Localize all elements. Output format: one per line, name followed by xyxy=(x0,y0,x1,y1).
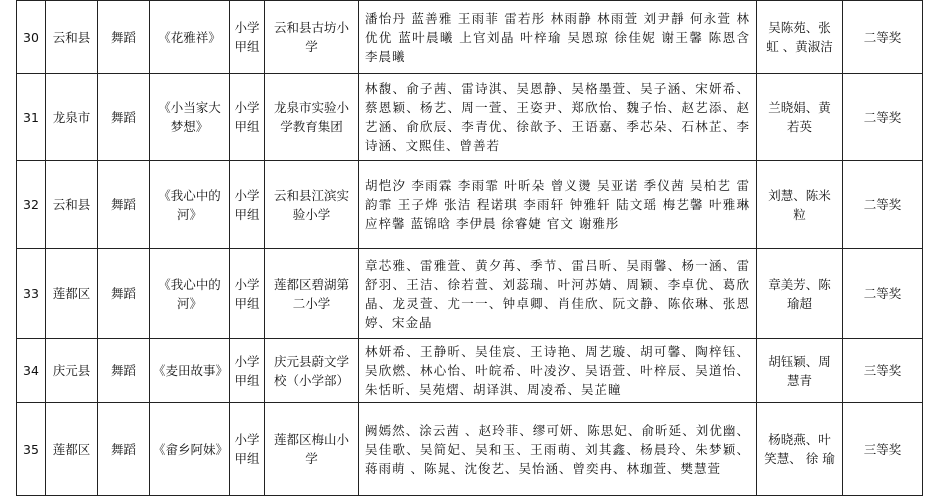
row-number: 34 xyxy=(17,339,46,403)
table-row xyxy=(17,1,923,74)
teachers-cell: 刘慧、陈米粒 xyxy=(757,161,843,249)
row-number: 35 xyxy=(17,403,46,496)
school-cell: 龙泉市实验小学教育集团 xyxy=(265,74,359,161)
table-row xyxy=(17,403,923,496)
teachers-cell: 兰晓娟、黄若英 xyxy=(757,74,843,161)
school-cell: 莲都区梅山小学 xyxy=(265,403,359,496)
category-cell: 舞蹈 xyxy=(98,339,150,403)
program-title-cell: 《麦田故事》 xyxy=(150,339,230,403)
group-level-cell: 小学甲组 xyxy=(230,339,265,403)
category-cell: 舞蹈 xyxy=(98,74,150,161)
category-cell: 舞蹈 xyxy=(98,403,150,496)
program-title-cell: 《花雅祥》 xyxy=(150,1,230,74)
members-cell: 林馥、俞子茜、雷诗淇、吴恩静、吴格墨萱、吴子涵、宋妍希、蔡恩颖、杨艺、周一萱、王姿尹、郑欣怡、魏子怡、赵艺添、赵艺涵、俞欣辰、李青优、徐歆予、王语嘉、季芯朵、石林芷、李诗涵、文熙佳、曾善若 xyxy=(359,74,757,161)
region-cell: 云和县 xyxy=(46,1,98,74)
row-number: 31 xyxy=(17,74,46,161)
category-cell: 舞蹈 xyxy=(98,161,150,249)
group-level-cell: 小学甲组 xyxy=(230,74,265,161)
table-row xyxy=(17,74,923,161)
group-level-cell: 小学甲组 xyxy=(230,249,265,339)
category-cell: 舞蹈 xyxy=(98,249,150,339)
teachers-cell: 吴陈苑、张虹 、黄淑洁 xyxy=(757,1,843,74)
group-level-cell: 小学甲组 xyxy=(230,161,265,249)
teachers-cell: 章美芳、陈瑜超 xyxy=(757,249,843,339)
award-cell: 三等奖 xyxy=(843,339,923,403)
region-cell: 龙泉市 xyxy=(46,74,98,161)
region-cell: 莲都区 xyxy=(46,403,98,496)
members-cell: 潘怡丹 蓝善雅 王雨菲 雷若彤 林雨静 林雨萱 刘尹靜 何永萱 林优优 蓝叶晨曦 上官刘晶 叶梓瑜 吴恩琼 徐佳妮 谢王馨 陈恩含 李晨曦 xyxy=(359,1,757,74)
program-title-cell: 《我心中的河》 xyxy=(150,249,230,339)
award-cell: 二等奖 xyxy=(843,1,923,74)
members-cell: 章芯雅、雷雅萱、黄夕苒、季节、雷吕昕、吴雨馨、杨一涵、雷舒羽、王洁、徐若萱、刘蕊瑞、叶河苏婧、周颖、李卓优、葛欣晶、龙灵萱、尤一一、钟卓卿、肖佳欣、阮文静、陈依琳、张恩婷、宋金晶 xyxy=(359,249,757,339)
school-cell: 云和县江滨实验小学 xyxy=(265,161,359,249)
program-title-cell: 《小当家大梦想》 xyxy=(150,74,230,161)
award-cell: 二等奖 xyxy=(843,74,923,161)
row-number: 30 xyxy=(17,1,46,74)
members-cell: 阙嫣然、涂云茜 、赵玲菲、缪可妍、陈思妃、俞昕延、刘优幽、吴佳歌、吴简妃、吴和玉、王雨萌、刘其鑫、杨晨玲、朱梦颖、蒋雨萌 、陈晁、沈俊艺、吴怡涵、曾奕冉、林珈萱、樊慧萱 xyxy=(359,403,757,496)
program-title-cell: 《畲乡阿妹》 xyxy=(150,403,230,496)
region-cell: 云和县 xyxy=(46,161,98,249)
table-row xyxy=(17,249,923,339)
award-cell: 二等奖 xyxy=(843,161,923,249)
teachers-cell: 胡钰颖、周慧青 xyxy=(757,339,843,403)
group-level-cell: 小学甲组 xyxy=(230,1,265,74)
region-cell: 莲都区 xyxy=(46,249,98,339)
school-cell: 莲都区碧湖第二小学 xyxy=(265,249,359,339)
table-row xyxy=(17,339,923,403)
row-number: 32 xyxy=(17,161,46,249)
category-cell: 舞蹈 xyxy=(98,1,150,74)
row-number: 33 xyxy=(17,249,46,339)
school-cell: 庆元县蔚文学校（小学部） xyxy=(265,339,359,403)
program-title-cell: 《我心中的河》 xyxy=(150,161,230,249)
members-cell: 胡恺汐 李雨霖 李雨霏 叶昕朵 曾义燙 吴亚诺 季仪茜 吴柏艺 雷韵霏 王子烨 张洁 程诺琪 李雨轩 钟雅轩 陆文瑶 梅艺馨 叶雅琳 应梓馨 蓝锦晗 李伊晨 徐睿婕 官文 谢雅彤 xyxy=(359,161,757,249)
award-cell: 二等奖 xyxy=(843,249,923,339)
region-cell: 庆元县 xyxy=(46,339,98,403)
award-table xyxy=(16,0,923,496)
table-row xyxy=(17,161,923,249)
teachers-cell: 杨晓燕、叶笑慧、 徐 瑜 xyxy=(757,403,843,496)
group-level-cell: 小学甲组 xyxy=(230,403,265,496)
school-cell: 云和县古坊小学 xyxy=(265,1,359,74)
award-cell: 三等奖 xyxy=(843,403,923,496)
members-cell: 林妍希、王静昕、吴佳宸、王诗艳、周艺璇、胡可馨、陶梓钰、吴欣燃、林心怡、叶皖希、叶凌汐、吴语萱、叶梓辰、吴道怡、朱恬昕、吴苑熠、胡译淇、周凌希、吴芷瞳 xyxy=(359,339,757,403)
